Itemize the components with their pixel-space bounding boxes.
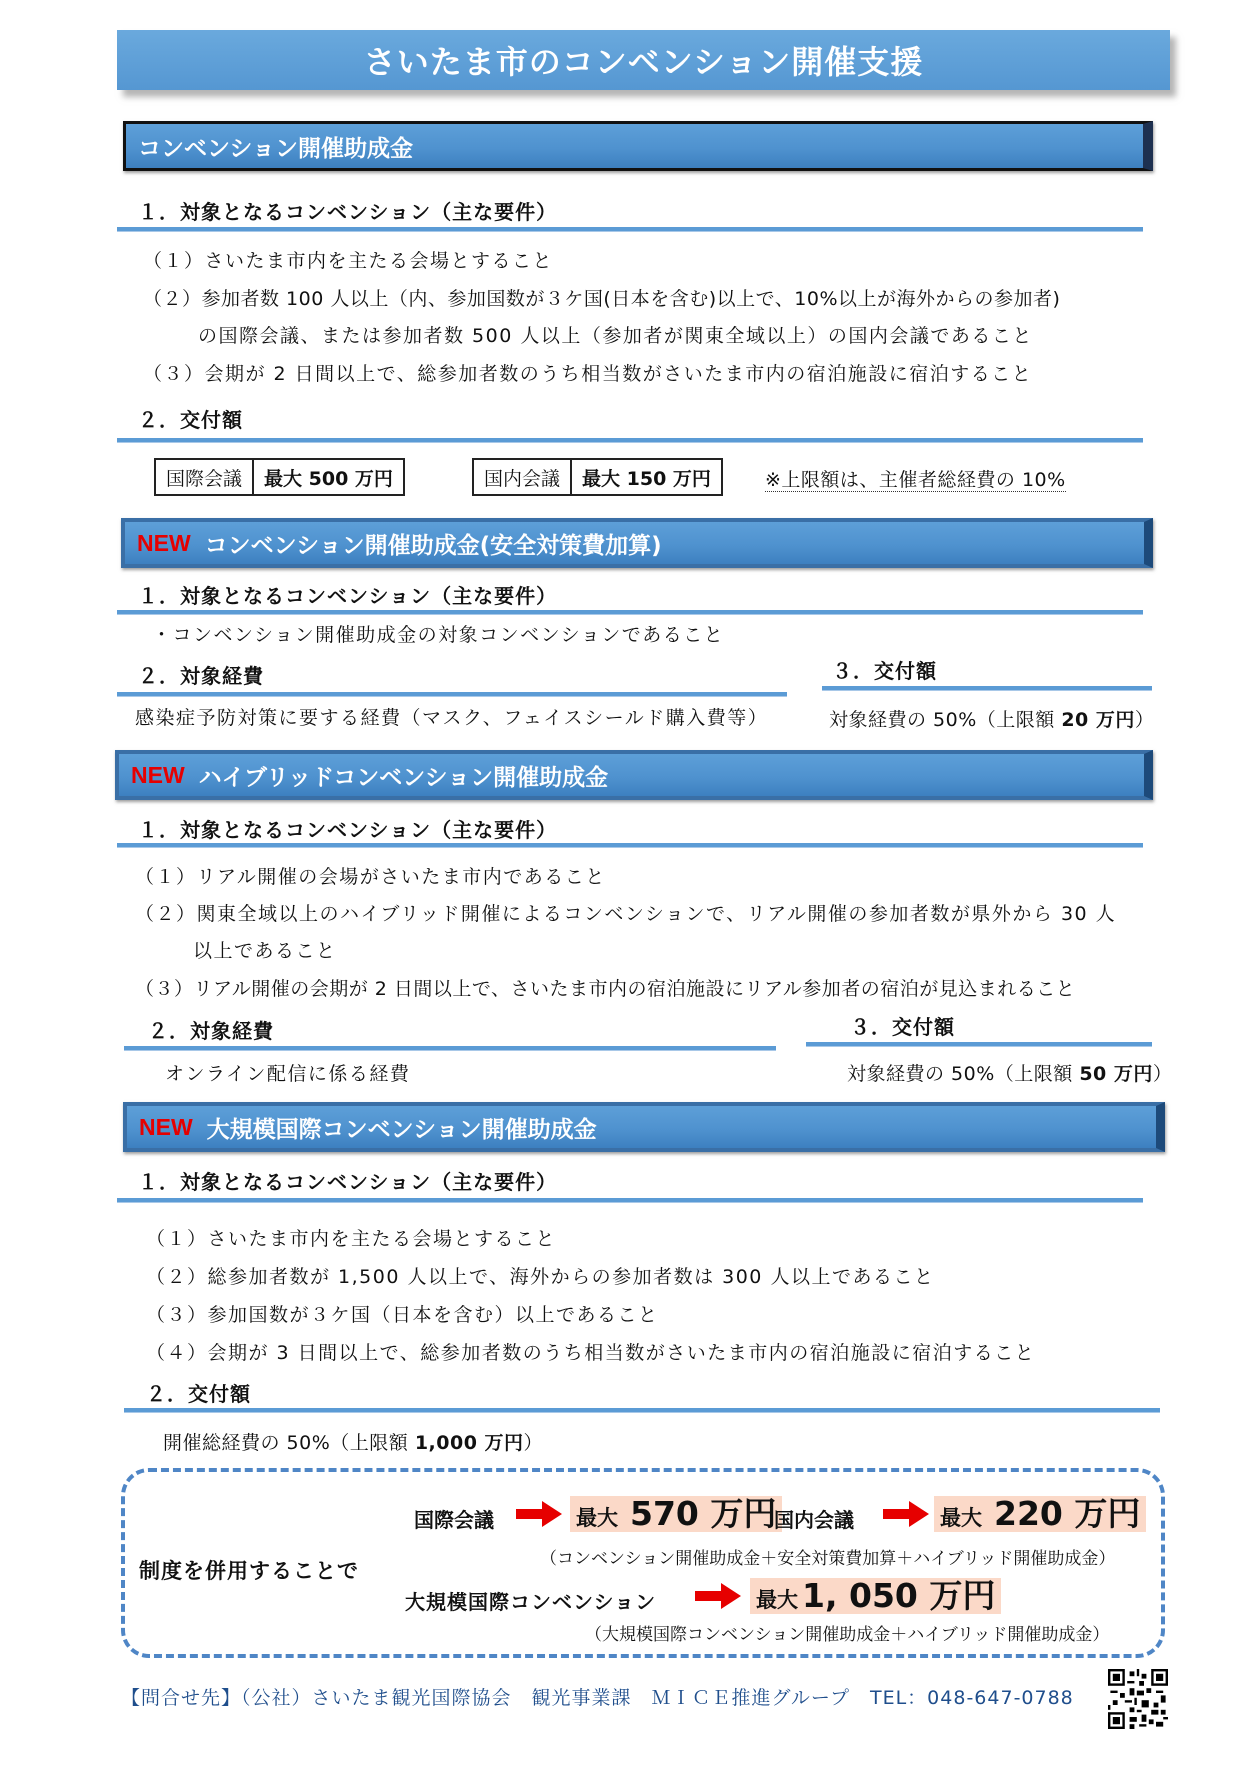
- divider: [117, 438, 1143, 443]
- amount-value: 最大 150 万円: [570, 460, 721, 494]
- right-arrow-icon: [516, 1501, 562, 1527]
- heading-target-convention: １．対象となるコンベンション（主な要件）: [138, 200, 558, 224]
- requirement-item: （３）リアル開催の会期が 2 日間以上で、さいたま市内の宿泊施設にリアル参加者の宿泊が見込まれること: [135, 978, 1076, 1000]
- heading-target-convention: １．対象となるコンベンション（主な要件）: [138, 1170, 558, 1194]
- section-bar-convention-grant: [123, 121, 1153, 171]
- amount-box-domestic: [472, 458, 723, 496]
- heading-grant-amount: ３．交付額: [832, 659, 937, 683]
- large-scale-max-amount: 最大 1, 050 万円: [750, 1578, 1001, 1614]
- section-title: コンベンション開催助成金: [138, 135, 413, 162]
- amount-text: 対象経費の 50%（上限額 50 万円）: [847, 1063, 1173, 1085]
- contact-footer: 【問合せ先】（公社）さいたま観光国際協会 観光事業課 ＭＩＣＥ推進グループ TEL：048-647-0788: [121, 1687, 1074, 1709]
- domestic-label: 国内会議: [774, 1508, 854, 1532]
- section-bar-hybrid: [115, 750, 1153, 800]
- divider: [117, 227, 1143, 232]
- requirement-item: （２）参加者数 100 人以上（内、参加国数が３ケ国(日本を含む)以上で、10%以上が海外からの参加者): [143, 288, 1061, 310]
- divider: [822, 686, 1152, 691]
- requirement-item: （２）関東全域以上のハイブリッド開催によるコンベンションで、リアル開催の参加者数が県外から 30 人: [135, 903, 1117, 925]
- requirement-item: （１）さいたま市内を主たる会場とすること: [146, 1228, 557, 1250]
- cap-note: ※上限額は、主催者総経費の 10%: [765, 469, 1066, 491]
- expense-text: オンライン配信に係る経費: [165, 1063, 411, 1085]
- section-bar-safety-addition: [121, 518, 1153, 568]
- divider: [117, 692, 787, 697]
- heading-target-convention: １．対象となるコンベンション（主な要件）: [138, 818, 558, 842]
- qr-code-icon[interactable]: [1108, 1669, 1168, 1729]
- section-title: 大規模国際コンベンション開催助成金: [206, 1116, 597, 1143]
- heading-grant-amount: ２．交付額: [146, 1382, 251, 1406]
- intl-label: 国際会議: [414, 1508, 494, 1532]
- requirement-item: （３）会期が 2 日間以上で、総参加者数のうち相当数がさいたま市内の宿泊施設に宿泊すること: [143, 363, 1033, 385]
- divider: [124, 1408, 1160, 1413]
- divider: [117, 1198, 1143, 1203]
- section-title: ハイブリッドコンベンション開催助成金: [198, 764, 609, 791]
- requirement-item: 以上であること: [193, 940, 337, 962]
- combined-use-box: [121, 1468, 1165, 1658]
- combo-note-2: （大規模国際コンベンション開催助成金＋ハイブリッド開催助成金）: [585, 1625, 1110, 1645]
- right-arrow-icon: [883, 1501, 929, 1527]
- requirement-item: （１）リアル開催の会場がさいたま市内であること: [135, 866, 606, 888]
- combined-label: 制度を併用することで: [139, 1559, 359, 1583]
- section-title: コンベンション開催助成金(安全対策費加算): [204, 532, 662, 559]
- requirement-item: （２）総参加者数が 1,500 人以上で、海外からの参加者数は 300 人以上であること: [146, 1266, 935, 1288]
- page-title: さいたま市のコンベンション開催支援: [117, 30, 1170, 90]
- combo-note-1: （コンベンション開催助成金＋安全対策費加算＋ハイブリッド開催助成金）: [540, 1549, 1116, 1569]
- divider: [117, 843, 1143, 848]
- requirement-item: の国際会議、または参加者数 500 人以上（参加者が関東全域以上）の国内会議であること: [198, 325, 1033, 347]
- requirement-item: （１）さいたま市内を主たる会場とすること: [143, 250, 554, 272]
- section-bar-large-scale: [123, 1102, 1165, 1152]
- amount-label: 国内会議: [484, 467, 561, 490]
- heading-target-expense: ２．対象経費: [148, 1019, 274, 1043]
- heading-grant-amount: ２．交付額: [138, 408, 243, 432]
- amount-box-international: [154, 458, 405, 496]
- amount-label: 国際会議: [166, 467, 243, 490]
- amount-text: 開催総経費の 50%（上限額 1,000 万円）: [163, 1432, 544, 1454]
- heading-target-expense: ２．対象経費: [138, 664, 264, 688]
- requirement-item: （４）会期が 3 日間以上で、総参加者数のうち相当数がさいたま市内の宿泊施設に宿泊すること: [146, 1342, 1036, 1364]
- new-badge: NEW: [131, 761, 185, 788]
- requirement-item: ・コンベンション開催助成金の対象コンベンションであること: [152, 624, 725, 646]
- new-badge: NEW: [137, 529, 191, 556]
- divider: [124, 1046, 776, 1051]
- divider: [117, 610, 1143, 615]
- requirement-item: （３）参加国数が３ケ国（日本を含む）以上であること: [146, 1304, 659, 1326]
- right-arrow-icon: [695, 1583, 741, 1609]
- amount-value: 最大 500 万円: [252, 460, 403, 494]
- divider: [806, 1042, 1152, 1047]
- amount-text: 対象経費の 50%（上限額 20 万円）: [829, 709, 1155, 731]
- expense-text: 感染症予防対策に要する経費（マスク、フェイスシールド購入費等）: [135, 707, 769, 729]
- heading-target-convention: １．対象となるコンベンション（主な要件）: [138, 584, 558, 608]
- heading-grant-amount: ３．交付額: [850, 1015, 955, 1039]
- intl-max-amount: 最大 570 万円: [570, 1496, 782, 1532]
- new-badge: NEW: [139, 1113, 193, 1140]
- domestic-max-amount: 最大 220 万円: [934, 1496, 1146, 1532]
- large-scale-label: 大規模国際コンベンション: [405, 1590, 657, 1614]
